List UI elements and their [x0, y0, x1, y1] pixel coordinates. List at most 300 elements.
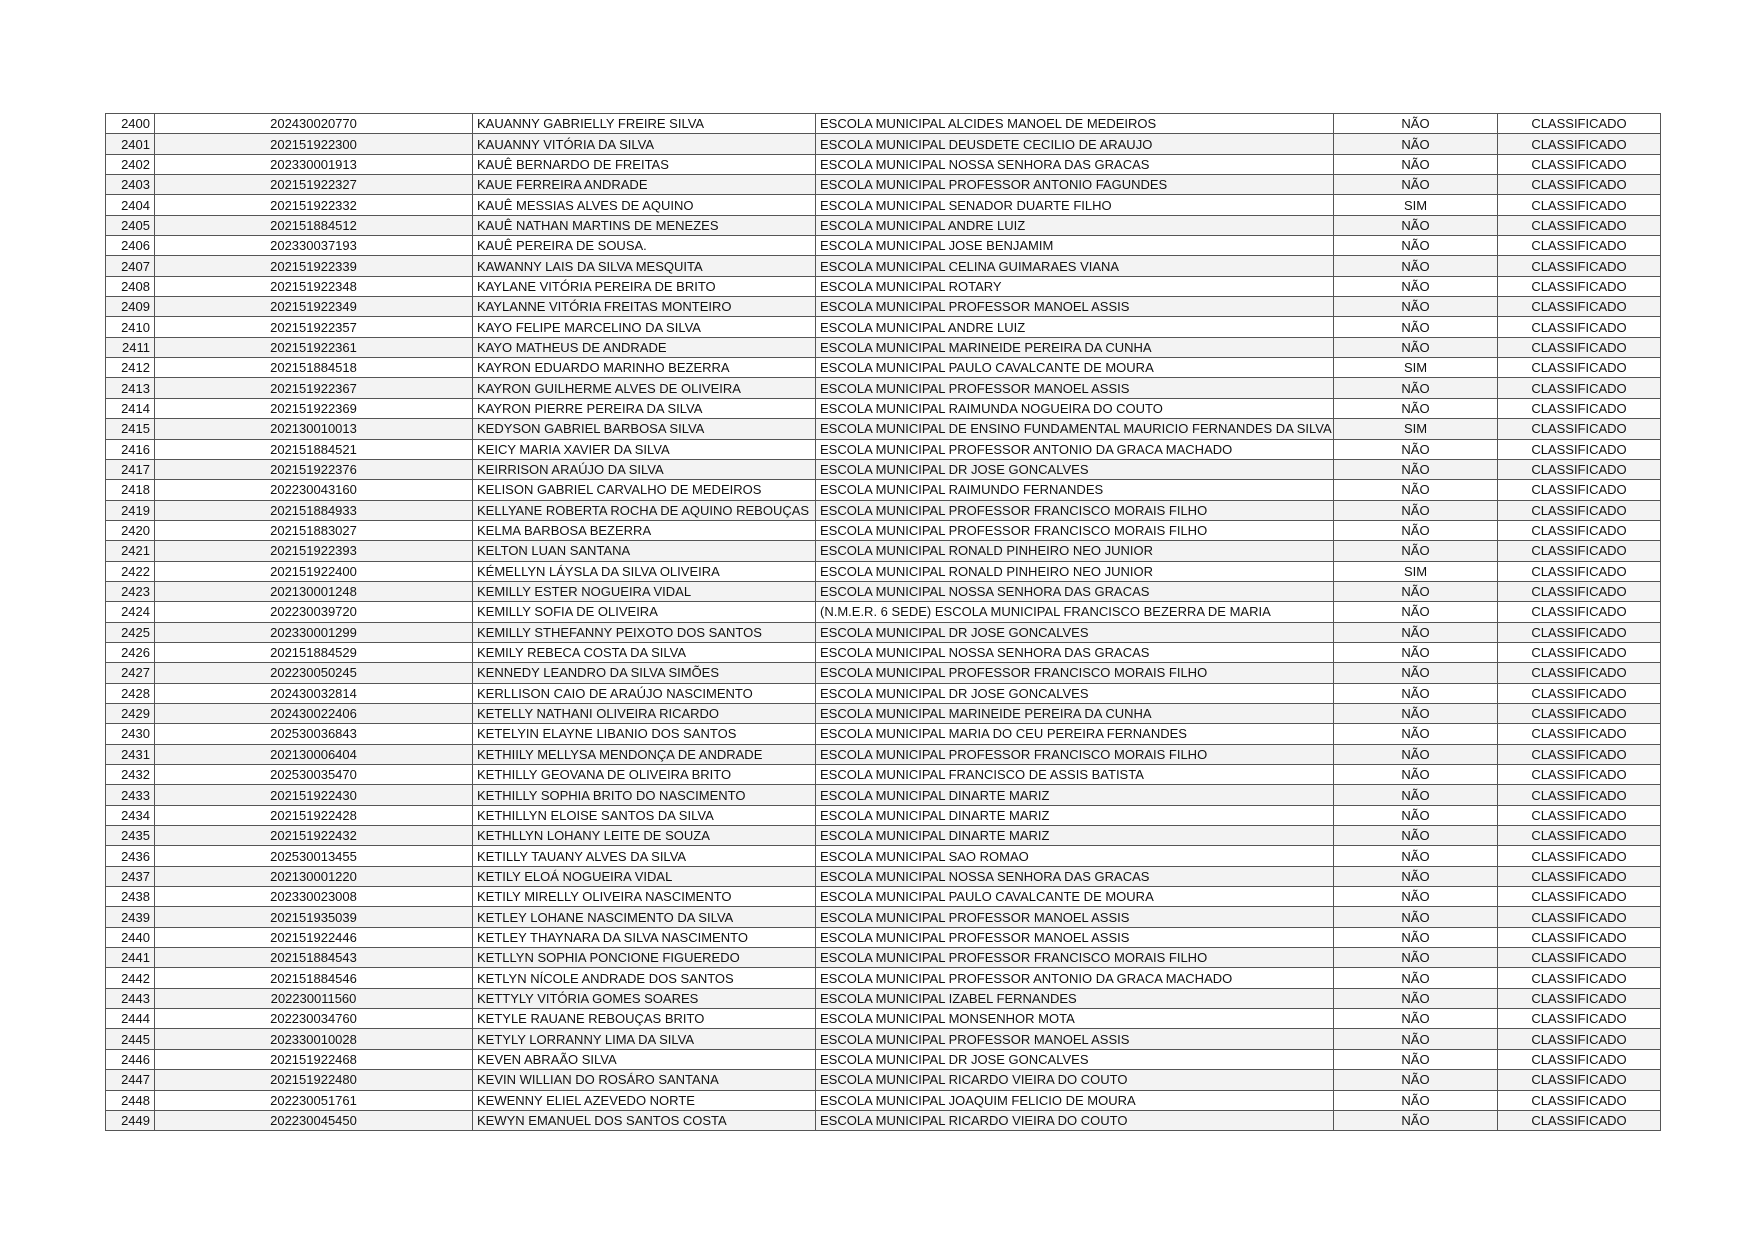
flag-cell: NÃO — [1334, 317, 1498, 337]
student-name-cell: KEMILY REBECA COSTA DA SILVA — [473, 642, 816, 662]
flag-cell: NÃO — [1334, 236, 1498, 256]
school-cell: ESCOLA MUNICIPAL DINARTE MARIZ — [816, 785, 1334, 805]
school-cell: ESCOLA MUNICIPAL PROFESSOR MANOEL ASSIS — [816, 378, 1334, 398]
flag-cell: NÃO — [1334, 724, 1498, 744]
school-cell: ESCOLA MUNICIPAL PROFESSOR ANTONIO DA GRACA MACHADO — [816, 439, 1334, 459]
student-name-cell: KEICY MARIA XAVIER DA SILVA — [473, 439, 816, 459]
flag-cell: NÃO — [1334, 541, 1498, 561]
flag-cell: NÃO — [1334, 1029, 1498, 1049]
status-cell: CLASSIFICADO — [1498, 642, 1661, 662]
status-cell: CLASSIFICADO — [1498, 622, 1661, 642]
flag-cell: NÃO — [1334, 785, 1498, 805]
school-cell: ESCOLA MUNICIPAL SAO ROMAO — [816, 846, 1334, 866]
status-cell: CLASSIFICADO — [1498, 785, 1661, 805]
registration-cell: 202330023008 — [155, 887, 473, 907]
registration-cell: 202151922361 — [155, 337, 473, 357]
school-cell: ESCOLA MUNICIPAL NOSSA SENHORA DAS GRACAS — [816, 581, 1334, 601]
row-number-cell: 2449 — [106, 1110, 155, 1130]
student-name-cell: KÉMELLYN LÁYSLA DA SILVA OLIVEIRA — [473, 561, 816, 581]
registration-cell: 202151884521 — [155, 439, 473, 459]
table-row — [106, 317, 1661, 337]
flag-cell: NÃO — [1334, 988, 1498, 1008]
table-row — [106, 988, 1661, 1008]
table-row — [106, 134, 1661, 154]
school-cell: ESCOLA MUNICIPAL DE ENSINO FUNDAMENTAL MAURICIO FERNANDES DA SILVA — [816, 419, 1334, 439]
registration-cell: 202230011560 — [155, 988, 473, 1008]
student-name-cell: KEWYN EMANUEL DOS SANTOS COSTA — [473, 1110, 816, 1130]
school-cell: ESCOLA MUNICIPAL ANDRE LUIZ — [816, 317, 1334, 337]
flag-cell: NÃO — [1334, 744, 1498, 764]
table-row — [106, 337, 1661, 357]
flag-cell: NÃO — [1334, 337, 1498, 357]
table-row — [106, 1110, 1661, 1130]
status-cell: CLASSIFICADO — [1498, 1029, 1661, 1049]
student-name-cell: KETLLYN SOPHIA PONCIONE FIGUEREDO — [473, 948, 816, 968]
flag-cell: NÃO — [1334, 846, 1498, 866]
status-cell: CLASSIFICADO — [1498, 480, 1661, 500]
student-name-cell: KELMA BARBOSA BEZERRA — [473, 520, 816, 540]
table-row — [106, 622, 1661, 642]
table-row — [106, 276, 1661, 296]
table-row — [106, 398, 1661, 418]
table-row — [106, 805, 1661, 825]
registration-cell: 202151922367 — [155, 378, 473, 398]
table-row — [106, 297, 1661, 317]
registration-cell: 202151922357 — [155, 317, 473, 337]
flag-cell: NÃO — [1334, 276, 1498, 296]
registration-cell: 202151922300 — [155, 134, 473, 154]
table-row — [106, 1009, 1661, 1029]
flag-cell: NÃO — [1334, 256, 1498, 276]
row-number-cell: 2433 — [106, 785, 155, 805]
flag-cell: NÃO — [1334, 297, 1498, 317]
table-row — [106, 1029, 1661, 1049]
table-row — [106, 846, 1661, 866]
flag-cell: NÃO — [1334, 1110, 1498, 1130]
status-cell: CLASSIFICADO — [1498, 663, 1661, 683]
status-cell: CLASSIFICADO — [1498, 887, 1661, 907]
flag-cell: NÃO — [1334, 520, 1498, 540]
school-cell: ESCOLA MUNICIPAL DINARTE MARIZ — [816, 826, 1334, 846]
status-cell: CLASSIFICADO — [1498, 724, 1661, 744]
flag-cell: NÃO — [1334, 887, 1498, 907]
school-cell: ESCOLA MUNICIPAL RICARDO VIEIRA DO COUTO — [816, 1110, 1334, 1130]
table-row — [106, 439, 1661, 459]
flag-cell: NÃO — [1334, 703, 1498, 723]
flag-cell: NÃO — [1334, 581, 1498, 601]
status-cell: CLASSIFICADO — [1498, 154, 1661, 174]
flag-cell: NÃO — [1334, 134, 1498, 154]
registration-cell: 202151884529 — [155, 642, 473, 662]
status-cell: CLASSIFICADO — [1498, 541, 1661, 561]
student-name-cell: KAUE FERREIRA ANDRADE — [473, 175, 816, 195]
student-name-cell: KEDYSON GABRIEL BARBOSA SILVA — [473, 419, 816, 439]
flag-cell: NÃO — [1334, 114, 1498, 134]
school-cell: ESCOLA MUNICIPAL NOSSA SENHORA DAS GRACAS — [816, 154, 1334, 174]
school-cell: ESCOLA MUNICIPAL DINARTE MARIZ — [816, 805, 1334, 825]
student-name-cell: KAWANNY LAIS DA SILVA MESQUITA — [473, 256, 816, 276]
student-name-cell: KETHILLY SOPHIA BRITO DO NASCIMENTO — [473, 785, 816, 805]
table-row — [106, 744, 1661, 764]
status-cell: CLASSIFICADO — [1498, 520, 1661, 540]
registration-cell: 202151922348 — [155, 276, 473, 296]
student-name-cell: KEVEN ABRAÃO SILVA — [473, 1049, 816, 1069]
row-number-cell: 2430 — [106, 724, 155, 744]
registration-cell: 202330001913 — [155, 154, 473, 174]
flag-cell: SIM — [1334, 561, 1498, 581]
table-row — [106, 663, 1661, 683]
registration-cell: 202151884518 — [155, 358, 473, 378]
flag-cell: NÃO — [1334, 907, 1498, 927]
school-cell: ESCOLA MUNICIPAL MARINEIDE PEREIRA DA CUNHA — [816, 337, 1334, 357]
row-number-cell: 2404 — [106, 195, 155, 215]
flag-cell: NÃO — [1334, 765, 1498, 785]
school-cell: ESCOLA MUNICIPAL PROFESSOR ANTONIO DA GRACA MACHADO — [816, 968, 1334, 988]
table-row — [106, 358, 1661, 378]
student-name-cell: KETILY ELOÁ NOGUEIRA VIDAL — [473, 866, 816, 886]
registration-cell: 202151922446 — [155, 927, 473, 947]
student-name-cell: KEIRRISON ARAÚJO DA SILVA — [473, 459, 816, 479]
school-cell: ESCOLA MUNICIPAL ANDRE LUIZ — [816, 215, 1334, 235]
school-cell: ESCOLA MUNICIPAL PROFESSOR FRANCISCO MORAIS FILHO — [816, 663, 1334, 683]
table-row — [106, 887, 1661, 907]
student-name-cell: KAYRON EDUARDO MARINHO BEZERRA — [473, 358, 816, 378]
row-number-cell: 2447 — [106, 1070, 155, 1090]
school-cell: ESCOLA MUNICIPAL MARIA DO CEU PEREIRA FERNANDES — [816, 724, 1334, 744]
student-name-cell: KAUÊ PEREIRA DE SOUSA. — [473, 236, 816, 256]
registration-cell: 202151935039 — [155, 907, 473, 927]
registration-cell: 202151884543 — [155, 948, 473, 968]
status-cell: CLASSIFICADO — [1498, 337, 1661, 357]
school-cell: ESCOLA MUNICIPAL DR JOSE GONCALVES — [816, 622, 1334, 642]
table-row — [106, 927, 1661, 947]
row-number-cell: 2403 — [106, 175, 155, 195]
school-cell: ESCOLA MUNICIPAL PAULO CAVALCANTE DE MOURA — [816, 887, 1334, 907]
registration-cell: 202130006404 — [155, 744, 473, 764]
student-name-cell: KETYLE RAUANE REBOUÇAS BRITO — [473, 1009, 816, 1029]
school-cell: ESCOLA MUNICIPAL ALCIDES MANOEL DE MEDEIROS — [816, 114, 1334, 134]
status-cell: CLASSIFICADO — [1498, 459, 1661, 479]
student-name-cell: KETELLY NATHANI OLIVEIRA RICARDO — [473, 703, 816, 723]
table-row — [106, 602, 1661, 622]
row-number-cell: 2434 — [106, 805, 155, 825]
status-cell: CLASSIFICADO — [1498, 134, 1661, 154]
status-cell: CLASSIFICADO — [1498, 988, 1661, 1008]
flag-cell: NÃO — [1334, 154, 1498, 174]
school-cell: ESCOLA MUNICIPAL ROTARY — [816, 276, 1334, 296]
registration-cell: 202151922376 — [155, 459, 473, 479]
table-row — [106, 500, 1661, 520]
status-cell: CLASSIFICADO — [1498, 195, 1661, 215]
student-name-cell: KETHILLY GEOVANA DE OLIVEIRA BRITO — [473, 765, 816, 785]
school-cell: ESCOLA MUNICIPAL NOSSA SENHORA DAS GRACAS — [816, 866, 1334, 886]
registration-cell: 202130001248 — [155, 581, 473, 601]
table-row — [106, 154, 1661, 174]
table-row — [106, 765, 1661, 785]
student-name-cell: KETHLLYN LOHANY LEITE DE SOUZA — [473, 826, 816, 846]
flag-cell: NÃO — [1334, 683, 1498, 703]
status-cell: CLASSIFICADO — [1498, 419, 1661, 439]
student-name-cell: KAUANNY VITÓRIA DA SILVA — [473, 134, 816, 154]
registration-cell: 202230043160 — [155, 480, 473, 500]
student-name-cell: KETLEY THAYNARA DA SILVA NASCIMENTO — [473, 927, 816, 947]
row-number-cell: 2419 — [106, 500, 155, 520]
status-cell: CLASSIFICADO — [1498, 846, 1661, 866]
table-row — [106, 642, 1661, 662]
status-cell: CLASSIFICADO — [1498, 175, 1661, 195]
flag-cell: NÃO — [1334, 927, 1498, 947]
row-number-cell: 2411 — [106, 337, 155, 357]
status-cell: CLASSIFICADO — [1498, 968, 1661, 988]
student-name-cell: KEVIN WILLIAN DO ROSÁRO SANTANA — [473, 1070, 816, 1090]
row-number-cell: 2422 — [106, 561, 155, 581]
row-number-cell: 2439 — [106, 907, 155, 927]
row-number-cell: 2428 — [106, 683, 155, 703]
status-cell: CLASSIFICADO — [1498, 500, 1661, 520]
student-name-cell: KEWENNY ELIEL AZEVEDO NORTE — [473, 1090, 816, 1110]
row-number-cell: 2423 — [106, 581, 155, 601]
flag-cell: NÃO — [1334, 378, 1498, 398]
flag-cell: NÃO — [1334, 602, 1498, 622]
flag-cell: NÃO — [1334, 805, 1498, 825]
registration-cell: 202151922327 — [155, 175, 473, 195]
student-name-cell: KETLYN NÍCOLE ANDRADE DOS SANTOS — [473, 968, 816, 988]
row-number-cell: 2442 — [106, 968, 155, 988]
row-number-cell: 2438 — [106, 887, 155, 907]
row-number-cell: 2432 — [106, 765, 155, 785]
flag-cell: NÃO — [1334, 948, 1498, 968]
school-cell: ESCOLA MUNICIPAL RICARDO VIEIRA DO COUTO — [816, 1070, 1334, 1090]
flag-cell: NÃO — [1334, 175, 1498, 195]
school-cell: ESCOLA MUNICIPAL PROFESSOR MANOEL ASSIS — [816, 297, 1334, 317]
student-name-cell: KEMILLY SOFIA DE OLIVEIRA — [473, 602, 816, 622]
row-number-cell: 2416 — [106, 439, 155, 459]
row-number-cell: 2448 — [106, 1090, 155, 1110]
table-row — [106, 1049, 1661, 1069]
school-cell: ESCOLA MUNICIPAL PROFESSOR ANTONIO FAGUNDES — [816, 175, 1334, 195]
school-cell: ESCOLA MUNICIPAL DR JOSE GONCALVES — [816, 683, 1334, 703]
status-cell: CLASSIFICADO — [1498, 1070, 1661, 1090]
student-name-cell: KETILLY TAUANY ALVES DA SILVA — [473, 846, 816, 866]
student-name-cell: KAUÊ NATHAN MARTINS DE MENEZES — [473, 215, 816, 235]
registration-cell: 202151922432 — [155, 826, 473, 846]
student-name-cell: KETLEY LOHANE NASCIMENTO DA SILVA — [473, 907, 816, 927]
table-row — [106, 215, 1661, 235]
table-row — [106, 195, 1661, 215]
status-cell: CLASSIFICADO — [1498, 948, 1661, 968]
registration-cell: 202151922468 — [155, 1049, 473, 1069]
school-cell: (N.M.E.R. 6 SEDE) ESCOLA MUNICIPAL FRANCISCO BEZERRA DE MARIA — [816, 602, 1334, 622]
student-name-cell: KEMILLY ESTER NOGUEIRA VIDAL — [473, 581, 816, 601]
status-cell: CLASSIFICADO — [1498, 744, 1661, 764]
row-number-cell: 2414 — [106, 398, 155, 418]
school-cell: ESCOLA MUNICIPAL DR JOSE GONCALVES — [816, 1049, 1334, 1069]
registration-cell: 202151922339 — [155, 256, 473, 276]
row-number-cell: 2446 — [106, 1049, 155, 1069]
row-number-cell: 2407 — [106, 256, 155, 276]
table-row — [106, 948, 1661, 968]
registration-cell: 202430032814 — [155, 683, 473, 703]
flag-cell: NÃO — [1334, 866, 1498, 886]
student-name-cell: KAYLANNE VITÓRIA FREITAS MONTEIRO — [473, 297, 816, 317]
registration-cell: 202151883027 — [155, 520, 473, 540]
table-row — [106, 520, 1661, 540]
school-cell: ESCOLA MUNICIPAL PROFESSOR FRANCISCO MORAIS FILHO — [816, 744, 1334, 764]
row-number-cell: 2443 — [106, 988, 155, 1008]
school-cell: ESCOLA MUNICIPAL RONALD PINHEIRO NEO JUNIOR — [816, 561, 1334, 581]
table-row — [106, 236, 1661, 256]
student-name-cell: KAYO FELIPE MARCELINO DA SILVA — [473, 317, 816, 337]
status-cell: CLASSIFICADO — [1498, 276, 1661, 296]
school-cell: ESCOLA MUNICIPAL FRANCISCO DE ASSIS BATISTA — [816, 765, 1334, 785]
registration-cell: 202230034760 — [155, 1009, 473, 1029]
school-cell: ESCOLA MUNICIPAL DEUSDETE CECILIO DE ARAUJO — [816, 134, 1334, 154]
status-cell: CLASSIFICADO — [1498, 561, 1661, 581]
school-cell: ESCOLA MUNICIPAL PROFESSOR FRANCISCO MORAIS FILHO — [816, 500, 1334, 520]
student-name-cell: KELISON GABRIEL CARVALHO DE MEDEIROS — [473, 480, 816, 500]
student-name-cell: KETILY MIRELLY OLIVEIRA NASCIMENTO — [473, 887, 816, 907]
row-number-cell: 2440 — [106, 927, 155, 947]
student-name-cell: KAUÊ BERNARDO DE FREITAS — [473, 154, 816, 174]
status-cell: CLASSIFICADO — [1498, 907, 1661, 927]
table-row — [106, 256, 1661, 276]
table-row — [106, 866, 1661, 886]
school-cell: ESCOLA MUNICIPAL MARINEIDE PEREIRA DA CUNHA — [816, 703, 1334, 723]
flag-cell: NÃO — [1334, 398, 1498, 418]
status-cell: CLASSIFICADO — [1498, 866, 1661, 886]
status-cell: CLASSIFICADO — [1498, 1049, 1661, 1069]
student-name-cell: KELTON LUAN SANTANA — [473, 541, 816, 561]
status-cell: CLASSIFICADO — [1498, 297, 1661, 317]
row-number-cell: 2406 — [106, 236, 155, 256]
school-cell: ESCOLA MUNICIPAL PAULO CAVALCANTE DE MOURA — [816, 358, 1334, 378]
row-number-cell: 2417 — [106, 459, 155, 479]
registration-cell: 202230050245 — [155, 663, 473, 683]
student-name-cell: KENNEDY LEANDRO DA SILVA SIMÕES — [473, 663, 816, 683]
row-number-cell: 2431 — [106, 744, 155, 764]
flag-cell: NÃO — [1334, 622, 1498, 642]
registration-cell: 202151922428 — [155, 805, 473, 825]
student-name-cell: KELLYANE ROBERTA ROCHA DE AQUINO REBOUÇAS — [473, 500, 816, 520]
status-cell: CLASSIFICADO — [1498, 581, 1661, 601]
school-cell: ESCOLA MUNICIPAL JOAQUIM FELICIO DE MOURA — [816, 1090, 1334, 1110]
school-cell: ESCOLA MUNICIPAL PROFESSOR MANOEL ASSIS — [816, 1029, 1334, 1049]
table-row — [106, 561, 1661, 581]
flag-cell: NÃO — [1334, 1070, 1498, 1090]
status-cell: CLASSIFICADO — [1498, 1110, 1661, 1130]
table-row — [106, 175, 1661, 195]
registration-cell: 202151922349 — [155, 297, 473, 317]
results-table — [105, 113, 1661, 1131]
table-row — [106, 907, 1661, 927]
status-cell: CLASSIFICADO — [1498, 683, 1661, 703]
school-cell: ESCOLA MUNICIPAL DR JOSE GONCALVES — [816, 459, 1334, 479]
registration-cell: 202130010013 — [155, 419, 473, 439]
flag-cell: NÃO — [1334, 826, 1498, 846]
registration-cell: 202151922480 — [155, 1070, 473, 1090]
student-name-cell: KERLLISON CAIO DE ARAÚJO NASCIMENTO — [473, 683, 816, 703]
table-row — [106, 541, 1661, 561]
registration-cell: 202330037193 — [155, 236, 473, 256]
registration-cell: 202151922400 — [155, 561, 473, 581]
school-cell: ESCOLA MUNICIPAL MONSENHOR MOTA — [816, 1009, 1334, 1029]
table-row — [106, 703, 1661, 723]
table-row — [106, 1070, 1661, 1090]
row-number-cell: 2429 — [106, 703, 155, 723]
table-row — [106, 1090, 1661, 1110]
status-cell: CLASSIFICADO — [1498, 114, 1661, 134]
student-name-cell: KAYRON GUILHERME ALVES DE OLIVEIRA — [473, 378, 816, 398]
status-cell: CLASSIFICADO — [1498, 765, 1661, 785]
status-cell: CLASSIFICADO — [1498, 602, 1661, 622]
school-cell: ESCOLA MUNICIPAL PROFESSOR FRANCISCO MORAIS FILHO — [816, 948, 1334, 968]
flag-cell: SIM — [1334, 358, 1498, 378]
flag-cell: NÃO — [1334, 1049, 1498, 1069]
row-number-cell: 2441 — [106, 948, 155, 968]
row-number-cell: 2405 — [106, 215, 155, 235]
registration-cell: 202330001299 — [155, 622, 473, 642]
row-number-cell: 2445 — [106, 1029, 155, 1049]
registration-cell: 202130001220 — [155, 866, 473, 886]
student-name-cell: KAUÊ MESSIAS ALVES DE AQUINO — [473, 195, 816, 215]
table-row — [106, 419, 1661, 439]
student-name-cell: KAYRON PIERRE PEREIRA DA SILVA — [473, 398, 816, 418]
student-name-cell: KETYLY LORRANNY LIMA DA SILVA — [473, 1029, 816, 1049]
row-number-cell: 2401 — [106, 134, 155, 154]
status-cell: CLASSIFICADO — [1498, 236, 1661, 256]
student-name-cell: KETELYIN ELAYNE LIBANIO DOS SANTOS — [473, 724, 816, 744]
registration-cell: 202151884546 — [155, 968, 473, 988]
status-cell: CLASSIFICADO — [1498, 378, 1661, 398]
table-row — [106, 114, 1661, 134]
table-row — [106, 724, 1661, 744]
row-number-cell: 2424 — [106, 602, 155, 622]
status-cell: CLASSIFICADO — [1498, 703, 1661, 723]
row-number-cell: 2425 — [106, 622, 155, 642]
registration-cell: 202151922332 — [155, 195, 473, 215]
row-number-cell: 2415 — [106, 419, 155, 439]
school-cell: ESCOLA MUNICIPAL PROFESSOR MANOEL ASSIS — [816, 907, 1334, 927]
school-cell: ESCOLA MUNICIPAL PROFESSOR MANOEL ASSIS — [816, 927, 1334, 947]
student-name-cell: KETHILLYN ELOISE SANTOS DA SILVA — [473, 805, 816, 825]
school-cell: ESCOLA MUNICIPAL RAIMUNDO FERNANDES — [816, 480, 1334, 500]
student-name-cell: KETHIILY MELLYSA MENDONÇA DE ANDRADE — [473, 744, 816, 764]
registration-cell: 202430020770 — [155, 114, 473, 134]
registration-cell: 202151922430 — [155, 785, 473, 805]
school-cell: ESCOLA MUNICIPAL JOSE BENJAMIM — [816, 236, 1334, 256]
student-name-cell: KAUANNY GABRIELLY FREIRE SILVA — [473, 114, 816, 134]
flag-cell: NÃO — [1334, 439, 1498, 459]
registration-cell: 202230051761 — [155, 1090, 473, 1110]
registration-cell: 202230045450 — [155, 1110, 473, 1130]
student-name-cell: KETTYLY VITÓRIA GOMES SOARES — [473, 988, 816, 1008]
flag-cell: NÃO — [1334, 215, 1498, 235]
table-row — [106, 968, 1661, 988]
student-name-cell: KEMILLY STHEFANNY PEIXOTO DOS SANTOS — [473, 622, 816, 642]
school-cell: ESCOLA MUNICIPAL RONALD PINHEIRO NEO JUNIOR — [816, 541, 1334, 561]
registration-cell: 202330010028 — [155, 1029, 473, 1049]
registration-cell: 202530013455 — [155, 846, 473, 866]
flag-cell: SIM — [1334, 195, 1498, 215]
status-cell: CLASSIFICADO — [1498, 317, 1661, 337]
row-number-cell: 2418 — [106, 480, 155, 500]
table-row — [106, 581, 1661, 601]
row-number-cell: 2437 — [106, 866, 155, 886]
row-number-cell: 2412 — [106, 358, 155, 378]
row-number-cell: 2410 — [106, 317, 155, 337]
row-number-cell: 2427 — [106, 663, 155, 683]
school-cell: ESCOLA MUNICIPAL RAIMUNDA NOGUEIRA DO COUTO — [816, 398, 1334, 418]
